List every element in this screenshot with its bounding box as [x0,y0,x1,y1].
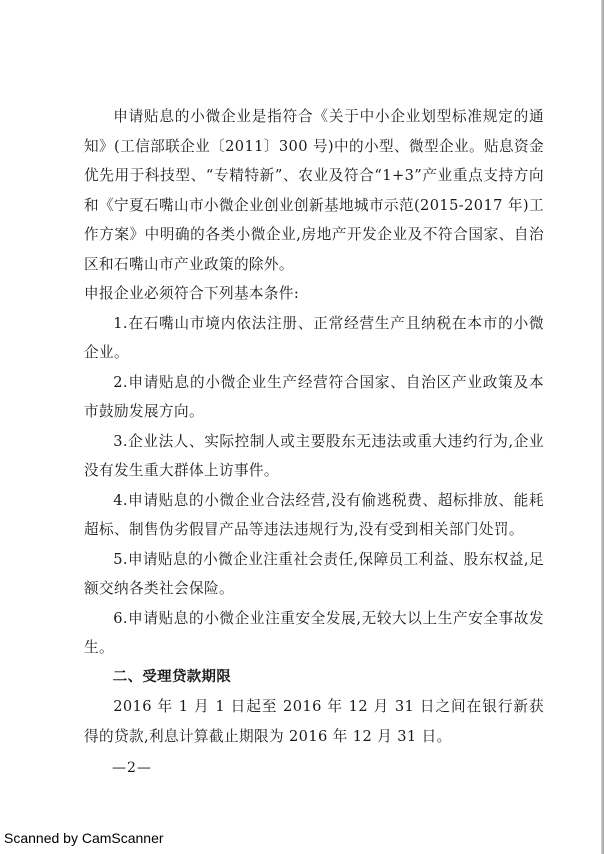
condition-item-6: 6.申请贴息的小微企业注重安全发展,无较大以上生产安全事故发生。 [84,609,544,656]
document-body [84,102,544,751]
condition-item-1: 1.在石嘴山市境内依法注册、正常经营生产且纳税在本市的小微企业。 [84,314,544,361]
condition-item-5: 5.申请贴息的小微企业注重社会责任,保障员工利益、股东权益,足额交纳各类社会保险。 [84,550,544,597]
condition-item-2: 2.申请贴息的小微企业生产经营符合国家、自治区产业政策及本市鼓励发展方向。 [84,373,544,420]
scanner-watermark: Scanned by CamScanner [4,830,164,846]
condition-item-4: 4.申请贴息的小微企业合法经营,没有偷逃税费、超标排放、能耗超标、制售伪劣假冒产品等违法违规行为,没有受到相关部门处罚。 [84,491,544,538]
condition-item-3: 3.企业法人、实际控制人或主要股东无违法或重大违约行为,企业没有发生重大群体上访事件。 [84,432,544,479]
section-heading: 二、受理贷款期限 [112,668,232,685]
page-number: —2— [112,760,152,776]
paragraph-intro: 申请贴息的小微企业是指符合《关于中小企业划型标准规定的通知》(工信部联企业〔2011〕300 号)中的小型、微型企业。贴息资金优先用于科技型、“专精特新”、农业及符合“1+3”产业重点支持方向和《宁夏石嘴山市小微企业创业创新基地城市示范(2015-2017 年)工作方案》中明确的各类小微企业,房地产开发企业及不符合国家、自治区和石嘴山市产业政策的除外。 [84,108,544,273]
section-paragraph: 2016 年 1 月 1 日起至 2016 年 12 月 31 日之间在银行新获得的贷款,利息计算截止期限为 2016 年 12 月 31 日。 [84,698,544,745]
paragraph-conditions-lead: 申报企业必须符合下列基本条件: [84,285,300,302]
